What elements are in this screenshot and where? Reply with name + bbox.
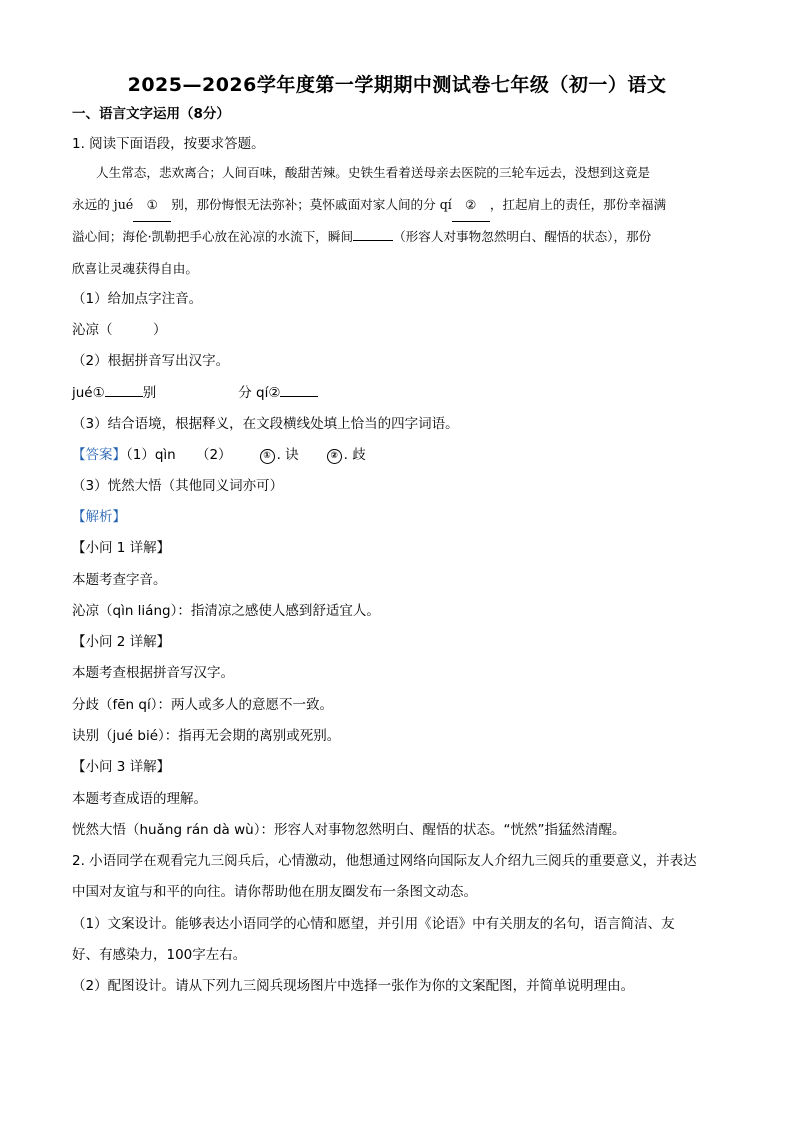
detail-2-heading: 【小问 2 详解】 — [72, 634, 171, 650]
sub-question-2: （2）根据拼音写出汉字。 — [72, 353, 230, 369]
detail-1-body: 本题考查字音。 — [72, 572, 167, 588]
question-1-stem: 1. 阅读下面语段，按要求答题。 — [72, 136, 265, 152]
question-2-stem-1: 2. 小语同学在观看完九三阅兵后，心情激动，他想通过网络向国际友人介绍九三阅兵的重要意义，并表达 — [72, 853, 697, 869]
page-title: 2025—2026学年度第一学期期中测试卷七年级（初一）语文 — [127, 74, 667, 96]
sub-question-1: （1）给加点字注音。 — [72, 291, 203, 307]
question-2-sub-2: （2）配图设计。请从下列九三阅兵现场图片中选择一张作为你的文案配图，并简单说明理由。 — [72, 978, 635, 994]
answer-3: （3）恍然大悟（其他同义词亦可） — [72, 478, 284, 494]
question-2-sub-1b: 好、有感染力，100字左右。 — [72, 947, 247, 963]
passage-line-2: 永远的 jué ① 别，那份悔恨无法弥补；莫怀戚面对家人间的分 qí ② ，扛起肩上的责任，那份幸福满 — [72, 189, 724, 222]
question-2-stem-2: 中国对友谊与和平的向往。请你帮助他在朋友圈发布一条图文动态。 — [72, 884, 477, 900]
analysis-label: 【解析】 — [72, 509, 126, 525]
answer-label: 【答案】 — [72, 447, 126, 463]
detail-2-explanation-1: 分歧（fēn qí）：两人或多人的意愿不一致。 — [72, 697, 333, 713]
passage-line-1: 人生常态，悲欢离合；人间百味，酸甜苦辣。史铁生看着送母亲去医院的三轮车远去，没想到这竟是 — [96, 165, 651, 180]
detail-1-explanation: 沁凉（qìn liáng）：指清凉之感使人感到舒适宜人。 — [72, 603, 380, 619]
question-2-sub-1a: （1）文案设计。能够表达小语同学的心情和愿望，并引用《论语》中有关朋友的名句，语言简洁、友 — [72, 916, 675, 932]
detail-3-heading: 【小问 3 详解】 — [72, 759, 171, 775]
blank-1: ① — [133, 189, 171, 222]
detail-2-body: 本题考查根据拼音写汉字。 — [72, 665, 234, 681]
passage-line-3: 溢心间；海伦·凯勒把手心放在沁凉的水流下，瞬间 （形容人对事物忽然明白、醒悟的状态），那份 — [72, 229, 652, 244]
detail-3-explanation: 恍然大悟（huǎng rán dà wù）：形容人对事物忽然明白、醒悟的状态。“恍然”指猛然清醒。 — [72, 822, 626, 838]
sub-question-3: （3）结合语境，根据释义，在文段横线处填上恰当的四字词语。 — [72, 416, 459, 432]
section-heading: 一、语言文字运用（8分） — [72, 106, 230, 122]
detail-3-body: 本题考查成语的理解。 — [72, 791, 207, 807]
detail-2-explanation-2: 诀别（jué bié）：指再无会期的离别或死别。 — [72, 728, 341, 744]
passage-line-4: 欣喜让灵魂获得自由。 — [72, 261, 198, 276]
answer-line: 【答案】（1）qìn （2） ① . 诀 ② . 歧 — [72, 447, 366, 463]
sub-question-2-line: jué① 别 分 qí② — [72, 383, 732, 403]
sub-question-1-line: 沁凉（ ） — [72, 322, 167, 338]
blank-3 — [353, 240, 393, 241]
detail-1-heading: 【小问 1 详解】 — [72, 540, 171, 556]
blank-2: ② — [452, 189, 490, 222]
